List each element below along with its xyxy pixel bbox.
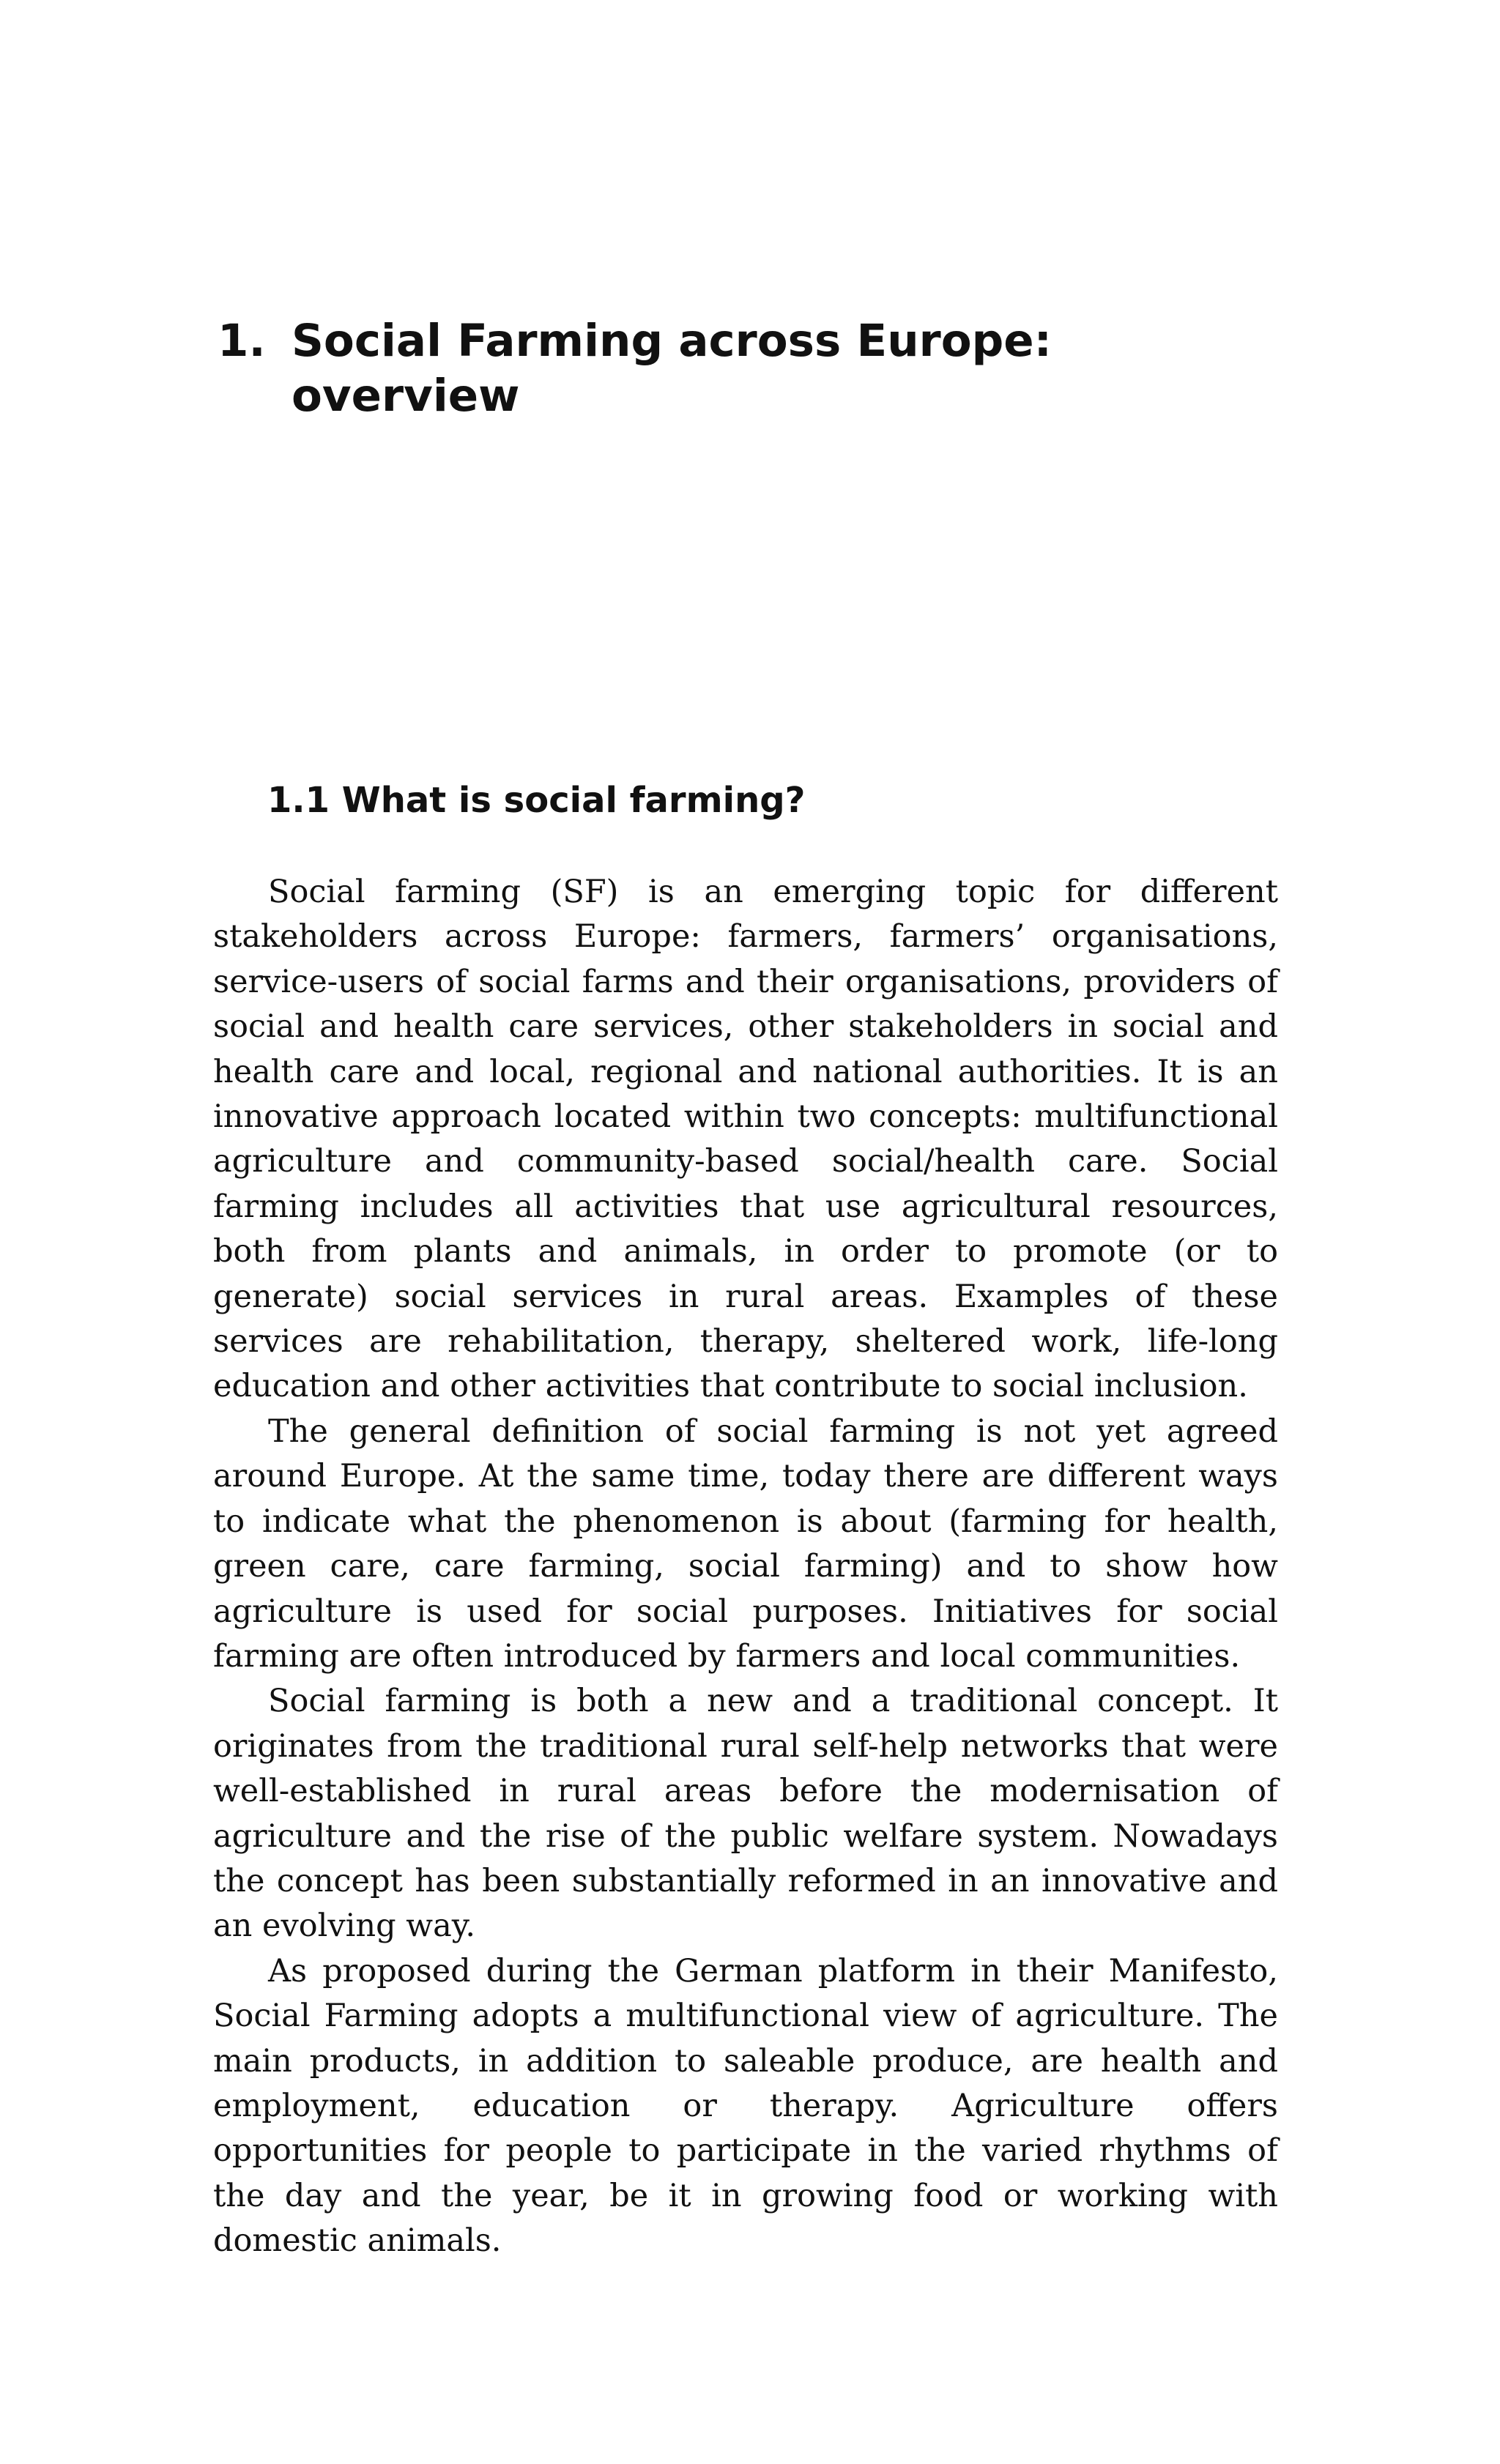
paragraph: The general definition of social farming is not yet agreed around Europe. At the same time, today there are different ways to indicate what the phenomenon is about (farming for health, green care, care farming, social farming) and to show how agriculture is used for social purposes. Initiatives for social farming are often introduced by farmers and local communities.	[213, 1412, 1278, 1675]
chapter-title: Social Farming across Europe: overview	[292, 315, 1052, 422]
paragraph: Social farming is both a new and a traditional concept. It originates from the traditional rural self-help networks that were well-established in rural areas before the modernisation of agriculture and the rise of the public welfare system. Nowadays the concept has been substantially reformed in an innovative and an evolving way.	[213, 1683, 1278, 1945]
chapter-number: 1.	[218, 315, 266, 367]
paragraph: Social farming (SF) is an emerging topic for different stakeholders across Europe: farmers, farmers’ organisations, service-users of social farms and their organisations, providers of social and health care services, other stakeholders in social and health care and local, regional and national authorities. It is an innovative approach located within two concepts: multifunctional agriculture and community-based social/health care. Social farming includes all activities that use agricultural resources, both from plants and animals, in order to promote (or to generate) social services in rural areas. Examples of these services are rehabilitation, therapy, sheltered work, life-long education and other activities that contribute to social inclusion.	[213, 874, 1278, 1405]
body-text	[213, 870, 1278, 2264]
section-heading: 1.1 What is social farming?	[267, 780, 806, 821]
chapter-heading	[218, 313, 1170, 423]
paragraph: As proposed during the German platform in their Manifesto, Social Farming adopts a multifunctional view of agriculture. The main products, in addition to saleable produce, are health and employment, education or therapy. Agriculture offers opportunities for people to participate in the varied rhythms of the day and the year, be it in growing food or working with domestic animals.	[213, 1952, 1278, 2260]
